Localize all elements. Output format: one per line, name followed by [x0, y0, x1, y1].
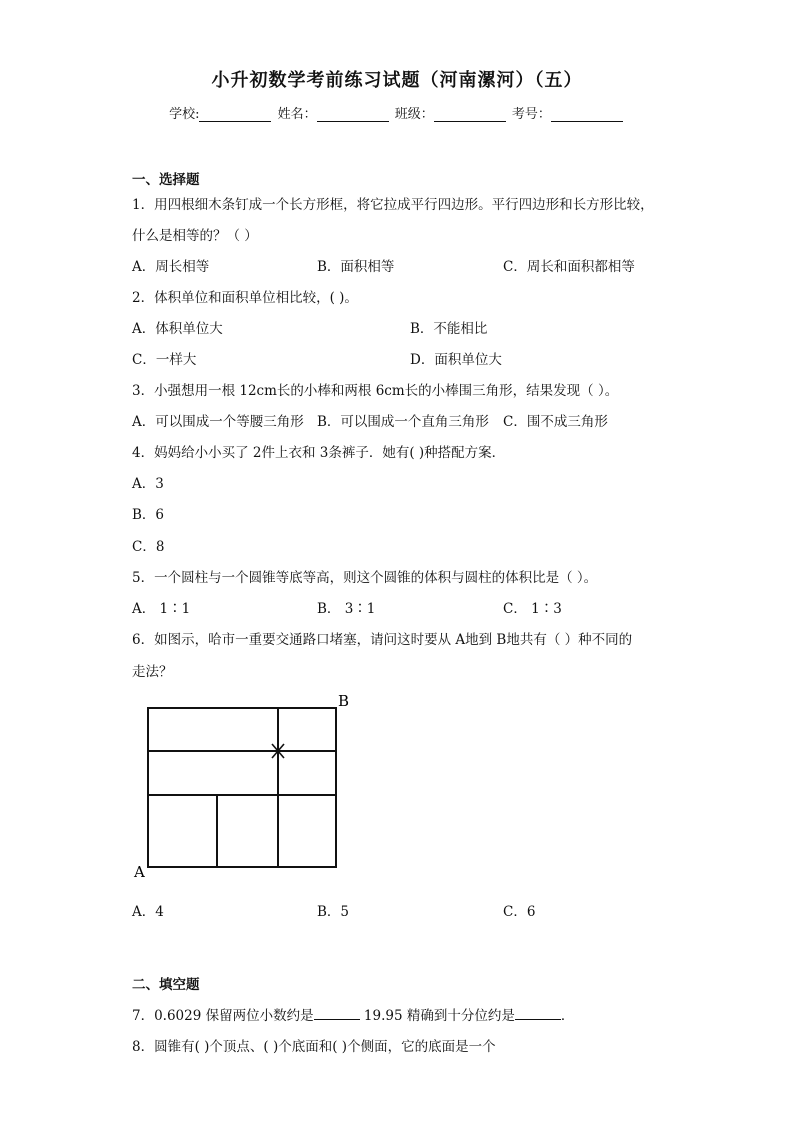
q7-text-part1: 7．0.6029 保留两位小数约是	[132, 1008, 314, 1024]
school-blank[interactable]	[199, 107, 271, 122]
q7-blank-1[interactable]	[314, 1007, 360, 1020]
q6-option-c[interactable]: C．6	[503, 904, 536, 920]
grid-outer-frame	[148, 708, 336, 867]
school-label: 学校:	[169, 107, 200, 122]
q3-option-c[interactable]: C．围不成三角形	[503, 414, 608, 430]
q4-stem: 4．妈妈给小小买了 2件上衣和 3条裤子．她有( )种搭配方案．	[132, 445, 506, 461]
number-label: 考号：	[511, 107, 551, 122]
q2-option-a[interactable]: A．体积单位大	[132, 321, 223, 337]
q1-option-a[interactable]: A．周长相等	[132, 259, 210, 275]
road-grid-figure	[130, 690, 360, 885]
q4-option-c[interactable]: C．8	[132, 539, 165, 555]
q6-stem-line2: 走法？	[132, 664, 173, 680]
q5-stem: 5．一个圆柱与一个圆锥等底等高，则这个圆锥的体积与圆柱的体积比是（ ）。	[132, 570, 598, 586]
q5-option-b[interactable]: B． 3∶1	[317, 601, 376, 617]
section-fill-heading: 二、填空题	[132, 977, 200, 993]
q7-text-part2: 19.95 精确到十分位约是	[359, 1008, 515, 1024]
name-label: 姓名：	[277, 107, 317, 122]
section-choice-heading: 一、选择题	[132, 172, 200, 188]
q1-option-b[interactable]: B．面积相等	[317, 259, 395, 275]
q2-option-c[interactable]: C．一样大	[132, 352, 197, 368]
q3-option-a[interactable]: A．可以围成一个等腰三角形	[132, 414, 304, 430]
q1-stem-line1: 1．用四根细木条钉成一个长方形框，将它拉成平行四边形。平行四边形和长方形比较，	[132, 197, 654, 213]
q7-stem	[132, 1004, 574, 1024]
number-blank[interactable]	[551, 107, 623, 122]
q2-option-d[interactable]: D．面积单位大	[410, 352, 502, 368]
q7-text-part3: ．	[560, 1008, 575, 1024]
class-blank[interactable]	[434, 107, 506, 122]
q7-blank-2[interactable]	[515, 1007, 561, 1020]
q2-stem: 2．体积单位和面积单位相比较，( )。	[132, 290, 358, 306]
page-title: 小升初数学考前练习试题（河南漯河）（五）	[211, 70, 583, 91]
student-info-row	[0, 103, 794, 122]
name-blank[interactable]	[317, 107, 389, 122]
q3-stem: 3．小强想用一根 12cm长的小棒和两根 6cm长的小棒围三角形，结果发现（ ）。	[132, 383, 619, 399]
q6-option-b[interactable]: B．5	[317, 904, 350, 920]
q5-option-c[interactable]: C． 1∶3	[503, 601, 562, 617]
q6-stem-line1: 6．如图示，哈市一重要交通路口堵塞，请问这时要从 A地到 B地共有（ ）种不同的	[132, 632, 633, 648]
q8-stem: 8．圆锥有( )个顶点、( )个底面和( )个侧面，它的底面是一个	[132, 1039, 496, 1055]
point-b-label: B	[338, 692, 350, 710]
q2-option-b[interactable]: B．不能相比	[410, 321, 488, 337]
q3-option-b[interactable]: B．可以围成一个直角三角形	[317, 414, 489, 430]
q4-option-b[interactable]: B．6	[132, 507, 165, 523]
q1-stem-line2: 什么是相等的？（ ）	[132, 228, 258, 244]
q1-option-c[interactable]: C．周长和面积都相等	[503, 259, 635, 275]
class-label: 班级：	[394, 107, 434, 122]
point-a-label: A	[134, 863, 145, 881]
q4-option-a[interactable]: A．3	[132, 476, 164, 492]
q5-option-a[interactable]: A． 1∶1	[132, 601, 191, 617]
q6-option-a[interactable]: A．4	[132, 904, 164, 920]
